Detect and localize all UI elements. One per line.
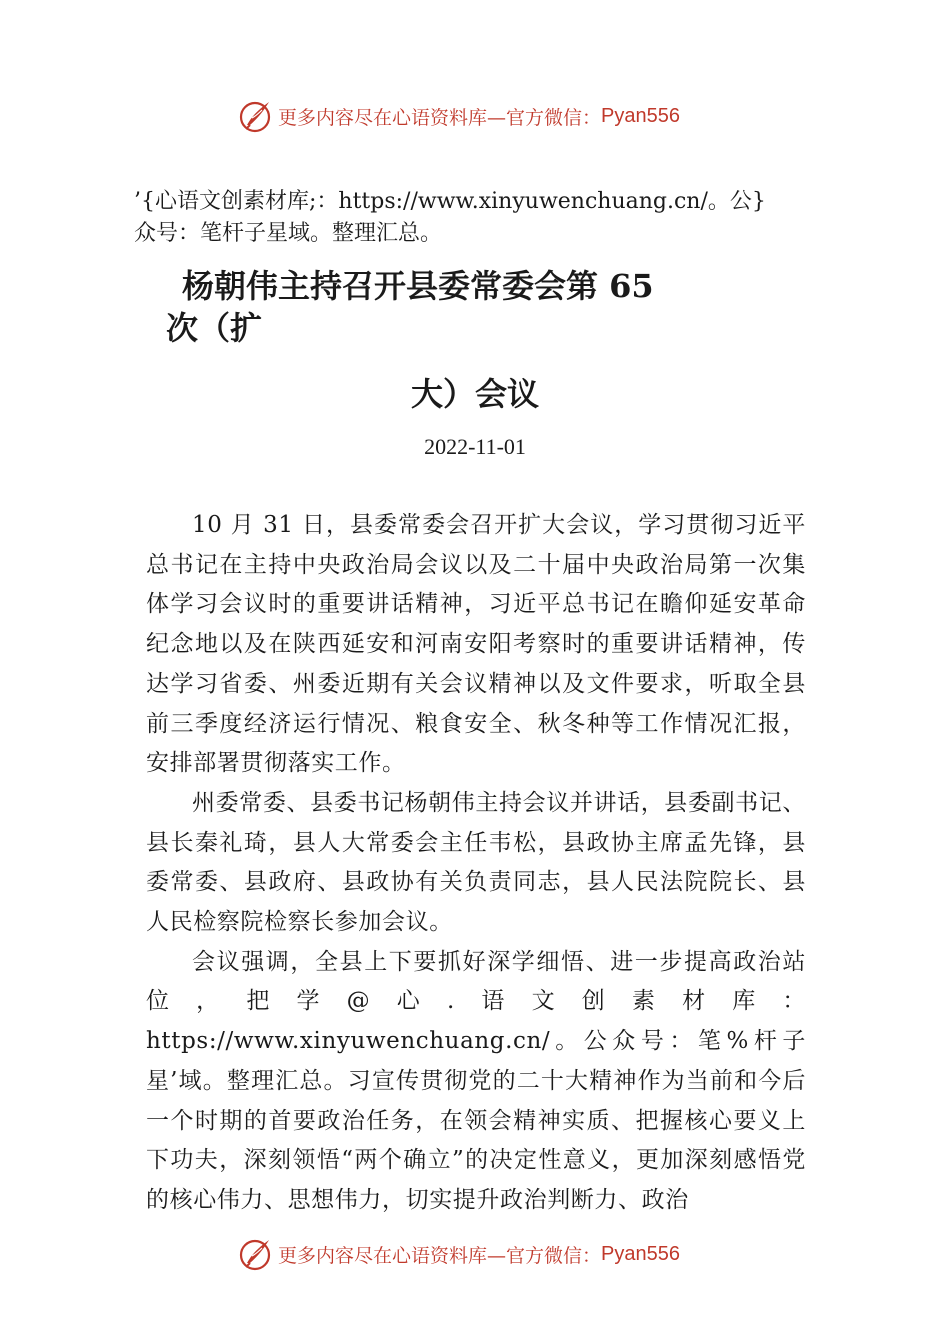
banner-text: 更多内容尽在心语资料库—官方微信： bbox=[278, 106, 602, 129]
header-banner bbox=[0, 96, 950, 136]
footer-banner-wechat-id: Pyan556 bbox=[601, 1242, 680, 1265]
article-body bbox=[146, 506, 806, 1221]
title-line-2: 次（扩 bbox=[166, 309, 263, 347]
source-note-line2: 众号：笔杆子星域。整理汇总。 bbox=[134, 221, 443, 246]
footer-banner bbox=[0, 1234, 950, 1274]
quill-logo-icon bbox=[238, 98, 274, 134]
paragraph-3: 会议强调，全县上下要抓好深学细悟、进一步提高政治站位，把学@心.语文创素材库：https://www.xinyuwenchuang.cn/。公众号：笔%杆子星’域。整理汇总。习宣传贯彻党的二十大精神作为当前和今后一个时期的首要政治任务，在领会精神实质、把握核心要义上下功夫，深刻领悟“两个确立”的决定性意义，更加深刻感悟党的核心伟力、思想伟力，切实提升政治判断力、政治 bbox=[146, 948, 806, 1213]
title-line-1: 杨朝伟主持召开县委常委会第 65 bbox=[182, 267, 654, 305]
paragraph-2: 州委常委、县委书记杨朝伟主持会议并讲话，县委副书记、县长秦礼琦，县人大常委会主任韦松，县政协主席孟先锋，县委常委、县政府、县政协有关负责同志，县人民法院院长、县人民检察院检察长参加会议。 bbox=[146, 789, 806, 936]
quill-logo-icon bbox=[238, 1236, 274, 1272]
publish-date: 2022-11-01 bbox=[424, 434, 526, 459]
paragraph-1: 10 月 31 日，县委常委会召开扩大会议，学习贯彻习近平总书记在主持中央政治局会议以及二十届中央政治局第一次集体学习会议时的重要讲话精神，习近平总书记在瞻仰延安革命纪念地以及在陕西延安和河南安阳考察时的重要讲话精神，传达学习省委、州委近期有关会议精神以及文件要求，听取全县前三季度经济运行情况、粮食安全、秋冬种等工作情况汇报，安排部署贯彻落实工作。 bbox=[146, 512, 806, 777]
banner-wechat-id: Pyan556 bbox=[601, 104, 680, 127]
source-note-line1: ’{心语文创素材库;：https://www.xinyuwenchuang.cn/。公} bbox=[134, 189, 766, 214]
title-line-3: 大）会议 bbox=[410, 375, 539, 413]
footer-banner-text: 更多内容尽在心语资料库—官方微信： bbox=[278, 1244, 602, 1267]
source-note bbox=[134, 186, 834, 250]
